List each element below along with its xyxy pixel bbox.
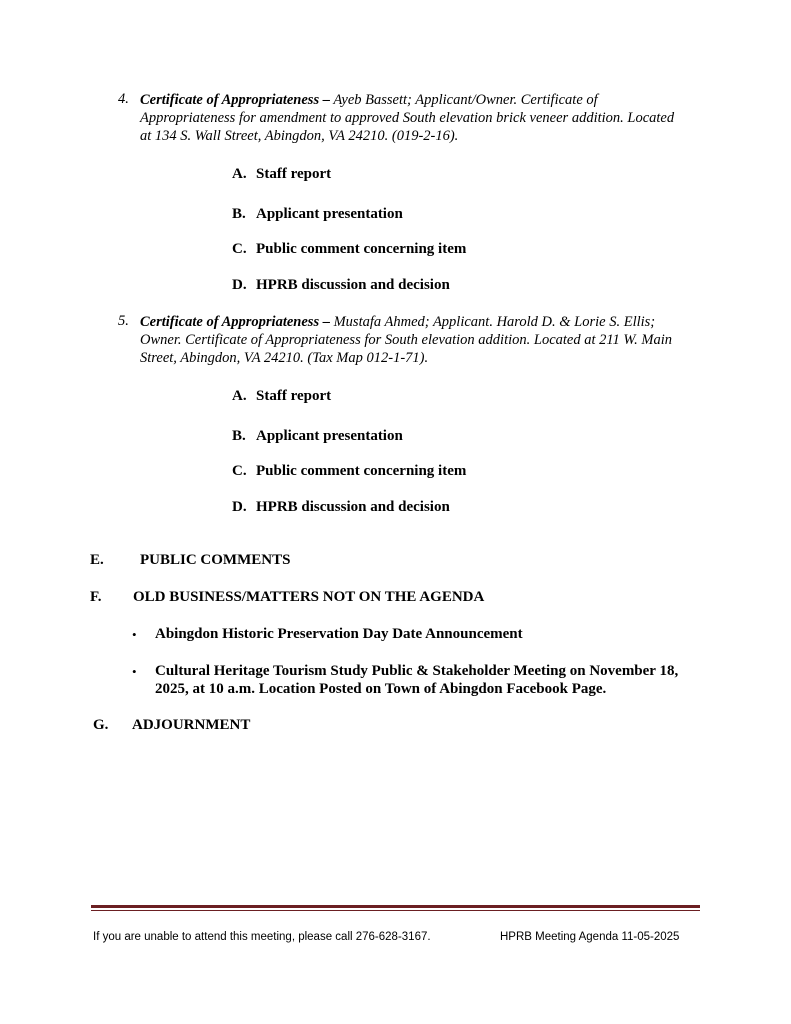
item-number: 4. [118, 91, 129, 107]
bullet-icon: • [132, 664, 137, 679]
subitem-letter: B. [232, 206, 246, 222]
list-item: Cultural Heritage Tourism Study Public & Stakeholder Meeting on November 18, 2025, at 10 a.m. Location Posted on Town of Abingdon Facebook Page. [155, 663, 679, 697]
subitem-letter: D. [232, 277, 247, 293]
section-letter: G. [93, 717, 109, 733]
item-heading: Certificate of Appropriateness – [140, 92, 330, 108]
subitem-label: HPRB discussion and decision [256, 277, 450, 293]
subitem [232, 463, 466, 480]
subitem [232, 388, 331, 405]
item-number: 5. [118, 313, 129, 329]
section-title: ADJOURNMENT [132, 717, 251, 733]
subitem-label: Public comment concerning item [256, 463, 467, 479]
footer-rule-thin [91, 910, 700, 911]
section-letter: F. [90, 589, 102, 605]
subitem-label: Staff report [256, 388, 332, 404]
subitem-letter: D. [232, 499, 247, 515]
subitem [232, 241, 466, 258]
subitem-letter: C. [232, 241, 247, 257]
section-title: OLD BUSINESS/MATTERS NOT ON THE AGENDA [133, 589, 485, 605]
list-item: Abingdon Historic Preservation Day Date Announcement [155, 626, 523, 642]
subitem-letter: B. [232, 428, 246, 444]
subitem-letter: C. [232, 463, 247, 479]
item-heading: Certificate of Appropriateness – [140, 314, 330, 330]
subitem [232, 499, 450, 516]
footer-rule [91, 905, 700, 908]
subitem-letter: A. [232, 166, 247, 182]
subitem [232, 206, 403, 223]
subitem [232, 277, 450, 294]
subitem [232, 428, 403, 445]
subitem-label: HPRB discussion and decision [256, 499, 450, 515]
subitem-label: Public comment concerning item [256, 241, 467, 257]
agenda-item-4 [140, 91, 685, 145]
item-description: Mustafa Ahmed; Applicant. Harold D. & Lorie S. Ellis; Owner. Certificate of Appropriateness for South elevation addition. Located at 211 W. Main Street, Abingdon, VA 24210. (Tax Map 012-1-71). [140, 314, 673, 366]
subitem-label: Staff report [256, 166, 332, 182]
item-description: Ayeb Bassett; Applicant/Owner. Certificate of Appropriateness for amendment to approved South elevation brick veneer addition. Located at 134 S. Wall Street, Abingdon, VA 24210. (019-2-16). [140, 92, 675, 144]
subitem-label: Applicant presentation [256, 428, 403, 444]
section-letter: E. [90, 552, 104, 568]
bullet-icon: • [132, 627, 137, 642]
footer-contact: If you are unable to attend this meeting, please call 276-628-3167. [93, 931, 431, 943]
agenda-item-5 [140, 313, 685, 367]
subitem-label: Applicant presentation [256, 206, 403, 222]
footer-title: HPRB Meeting Agenda 11-05-2025 [500, 931, 680, 943]
subitem [232, 166, 331, 183]
subitem-letter: A. [232, 388, 247, 404]
section-title: PUBLIC COMMENTS [140, 552, 291, 568]
